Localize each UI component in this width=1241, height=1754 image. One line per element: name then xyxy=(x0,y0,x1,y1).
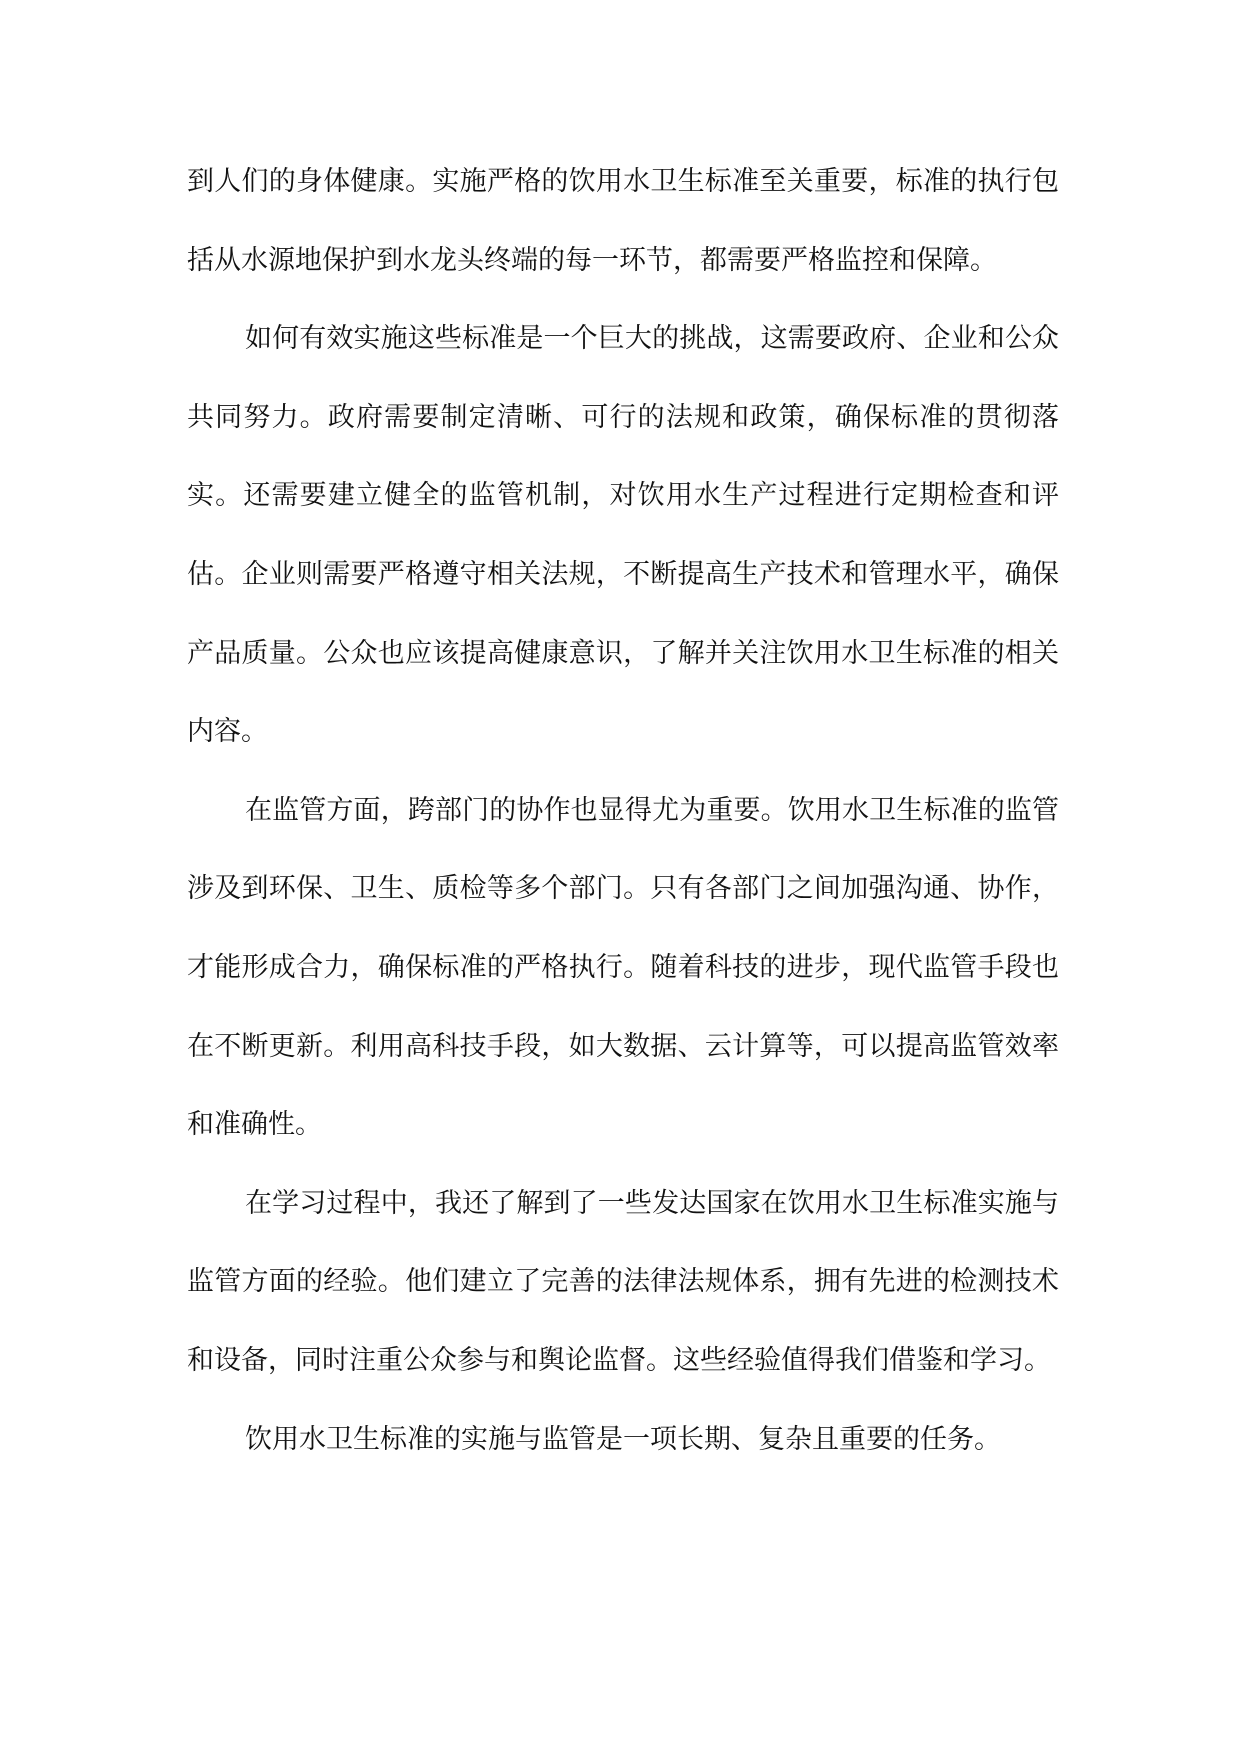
document-body xyxy=(187,143,1059,1479)
paragraph-implementation: 如何有效实施这些标准是一个巨大的挑战，这需要政府、企业和公众共同努力。政府需要制定清晰、可行的法规和政策，确保标准的贯彻落实。还需要建立健全的监管机制，对饮用水生产过程进行定期检查和评估。企业则需要严格遵守相关法规，不断提高生产技术和管理水平，确保产品质量。公众也应该提高健康意识，了解并关注饮用水卫生标准的相关内容。 xyxy=(187,323,1059,748)
paragraph-continued: 到人们的身体健康。实施严格的饮用水卫生标准至关重要，标准的执行包括从水源地保护到水龙头终端的每一环节，都需要严格监控和保障。 xyxy=(187,166,1059,276)
paragraph-experience: 在学习过程中，我还了解到了一些发达国家在饮用水卫生标准实施与监管方面的经验。他们建立了完善的法律法规体系，拥有先进的检测技术和设备，同时注重公众参与和舆论监督。这些经验值得我们借鉴和学习。 xyxy=(187,1187,1059,1376)
paragraph-conclusion: 饮用水卫生标准的实施与监管是一项长期、复杂且重要的任务。 xyxy=(245,1423,1001,1455)
paragraph-supervision: 在监管方面，跨部门的协作也显得尤为重要。饮用水卫生标准的监管涉及到环保、卫生、质检等多个部门。只有各部门之间加强沟通、协作，才能形成合力，确保标准的严格执行。随着科技的进步，现代监管手段也在不断更新。利用高科技手段，如大数据、云计算等，可以提高监管效率和准确性。 xyxy=(187,794,1059,1141)
